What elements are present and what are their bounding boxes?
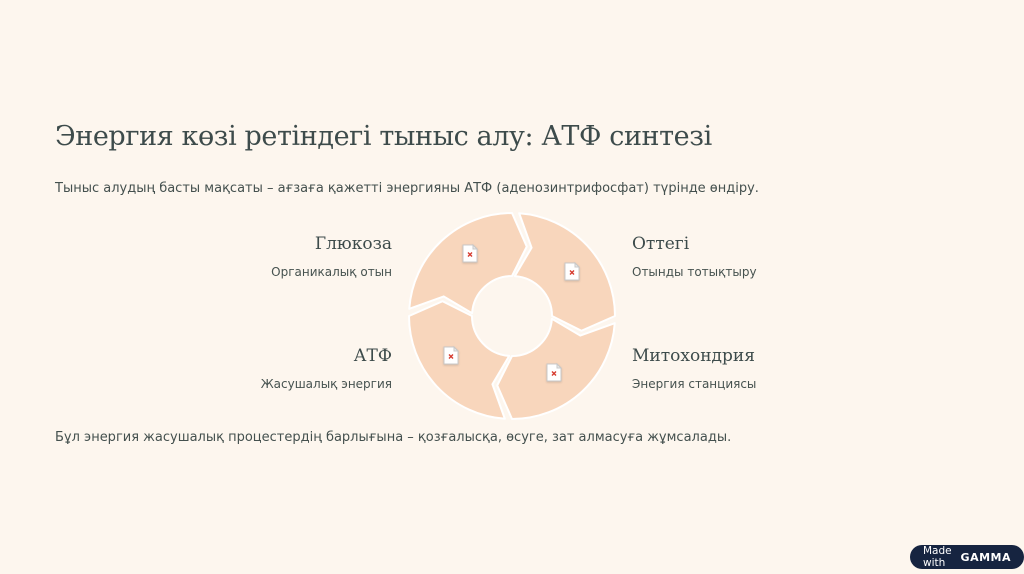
cycle-item-title: Оттегі: [632, 234, 690, 254]
cycle-item-subtitle: Жасушалық энергия: [260, 377, 392, 391]
intro-text: Тыныс алудың басты мақсаты – ағзаға қажетті энергияны АТФ (аденозинтрифосфат) түрінде өндіру.: [55, 181, 759, 196]
cycle-item-subtitle: Отынды тотықтыру: [632, 265, 757, 279]
cycle-item-mitochondria: [632, 346, 932, 391]
badge-prefix: Made with: [923, 545, 952, 569]
footer-text: Бұл энергия жасушалық процестердің барлығына – қозғалысқа, өсуге, зат алмасуға жұмсалады.: [55, 430, 732, 445]
page-title: Энергия көзі ретіндегі тыныс алу: АТФ синтезі: [55, 121, 712, 152]
cycle-item-atp: [92, 346, 392, 391]
broken-image-icon: [564, 262, 580, 281]
made-with-gamma-badge[interactable]: [910, 545, 1024, 569]
cycle-item-title: Митохондрия: [632, 346, 755, 366]
broken-image-icon: [443, 346, 459, 365]
cycle-donut-graphic: [406, 210, 618, 422]
broken-image-icon: [546, 363, 562, 382]
cycle-item-title: АТФ: [353, 346, 392, 366]
gamma-logo: GAMMA: [960, 550, 1011, 564]
cycle-item-oxygen: [632, 234, 932, 279]
cycle-item-subtitle: Энергия станциясы: [632, 377, 757, 391]
broken-image-icon: [462, 244, 478, 263]
cycle-item-subtitle: Органикалық отын: [271, 265, 392, 279]
cycle-item-glucose: [92, 234, 392, 279]
cycle-item-title: Глюкоза: [314, 234, 392, 254]
